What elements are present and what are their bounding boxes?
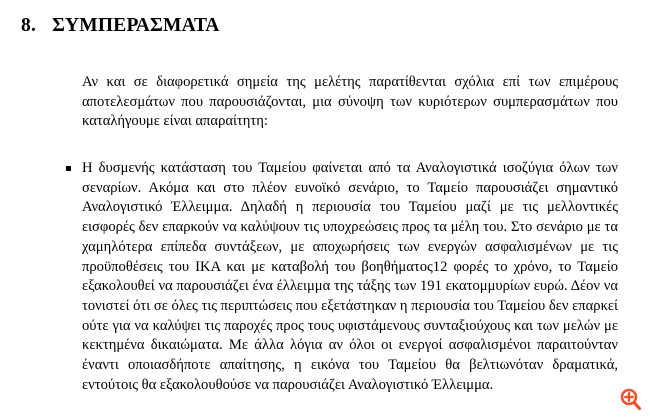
section-title: ΣΥΜΠΕΡΑΣΜΑΤΑ	[52, 15, 220, 36]
section-number: 8.	[21, 15, 37, 36]
intro-paragraph: Αν και σε διαφορετικά σημεία της μελέτης παρατίθενται σχόλια επί των επιμέρους αποτελεσμάτων που παρουσιάζονται, μια σύνοψη των κυριότερων συμπερασμάτων που καταλήγουμε είναι απαραίτητη:	[82, 74, 618, 130]
zoom-in-button[interactable]	[620, 388, 642, 412]
conclusions-list	[66, 159, 618, 395]
square-bullet-icon	[66, 166, 71, 171]
zoom-in-icon	[620, 388, 642, 412]
list-item-text: Η δυσμενής κατάσταση του Ταμείου φαίνεται από τα Αναλογιστικά ισοζύγια όλων των σεναρίων. Ακόμα και στο πλέον ευνοϊκό σενάριο, το Ταμείο παρουσιάζει σημαντικό Αναλογιστικό Έλλειμμα. Δηλαδή η περιουσία του Ταμείου μαζί με τις μελλοντικές εισφορές δεν επαρκούν να καλύψουν τις υποχρεώσεις προς τα μέλη του. Στο σενάριο με τα χαμηλότερα επίπεδα συντάξεων, με αποχωρήσεις των ενεργών ασφαλισμένων με τις προϋποθέσεις του ΙΚΑ και με καταβολή του βοηθήματος12 φορές το χρόνο, το Ταμείο εξακολουθεί να παρουσιάζει ένα έλλειμμα της τάξης των 191 εκατομμυρίων ευρώ. Δέον να τονιστεί ότι σε όλες τις περιπτώσεις που εξετάστηκαν η περιουσία του Ταμείου δεν επαρκεί ούτε για να καλύψει τις παροχές προς τους υφιστάμενους συνταξιούχους και των μελών με κεκτημένα δικαιώματα. Με άλλα λόγια αν όλοι οι ενεργοί ασφαλισμένοι παραιτούνταν έναντι οποιασδήποτε απαίτησης, η εικόνα του Ταμείου θα βελτιωνόταν δραματικά, εντούτοις θα εξακολουθούσε να παρουσιάζει Αναλογιστικό Έλλειμμα.	[82, 160, 618, 393]
section-heading	[21, 15, 220, 37]
list-item	[66, 159, 618, 395]
